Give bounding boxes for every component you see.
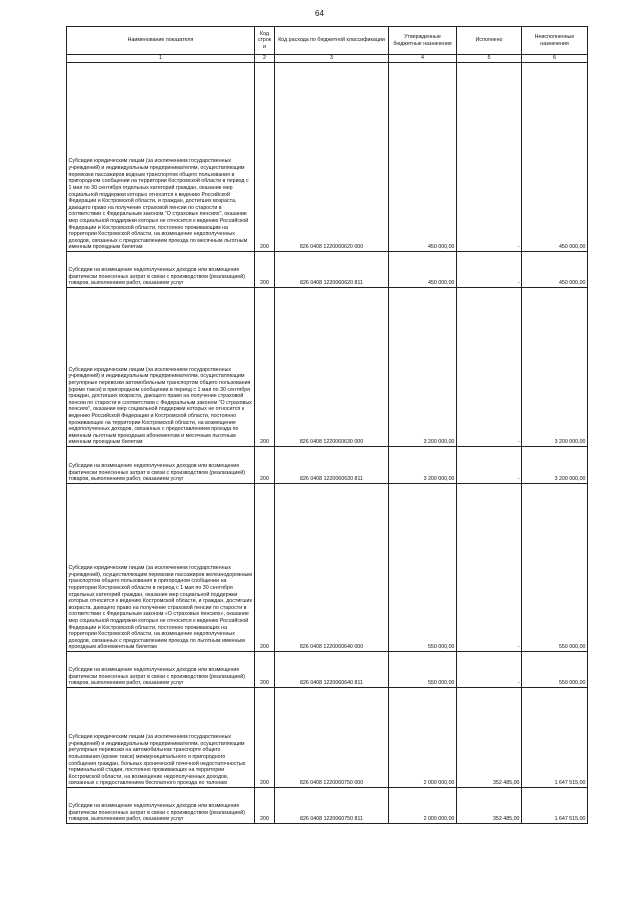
row-unexecuted: 3 200 000,00: [522, 288, 588, 447]
table-row: [67, 447, 588, 484]
header-approved: Утвержденные бюджетные назначения: [389, 27, 457, 55]
row-name: Субсидии юридическим лицам (за исключением государственных учреждений) и индивидуальным предпринимателям, осуществляющим регулярные перевозки на автомобильном транспорте общего пользования (кроме такси) межмуниципального и пригородного сообщения граждан, больных хронической почечной недостаточностью терминальной стадии, постоянно проживающих на территории Костромской области, на возмещение недополученных доходов, связанных с предоставлением бесплатного проезда по талонам: [67, 688, 255, 788]
row-name: Субсидии на возмещение недополученных доходов или возмещение фактически понесенных затрат в связи с производством (реализацией) товаров, выполнением работ, оказанием услуг: [67, 252, 255, 288]
row-name: Субсидии юридическим лицам (за исключением государственных учреждений) и индивидуальным предпринимателям, осуществляющим перевозки пассажиров водным транспортом общего пользования в пригородном сообщении на территории Костромской области в период с 1 мая по 30 сентября отдельных категорий граждан, оказание мер социальной поддержки которых относится к ведению Российской Федерации и Костромской области, и граждан, достигших возраста, дающего право на получение страховой пенсии по старости в соответствии с Федеральным законом "О страховых пенсиях", оказание мер социальной поддержки которых не относится к ведению Российской Федерации и Костромской области, постоянно проживающим на территории Костромской области, на возмещение недополученных доходов, связанных с предоставлением проезда по месячным льготным именным проездным билетам: [67, 63, 255, 252]
row-approved: 2 000 000,00: [389, 688, 457, 788]
page-number: 64: [315, 9, 324, 18]
row-code: 200: [255, 63, 275, 252]
row-approved: 550 000,00: [389, 484, 457, 652]
row-unexecuted: 3 200 000,00: [522, 447, 588, 484]
header-executed: Исполнено: [457, 27, 522, 55]
row-unexecuted: 450 000,00: [522, 252, 588, 288]
row-kbk: 826 0408 1220060620 811: [275, 252, 389, 288]
column-number: 4: [389, 55, 457, 63]
row-approved: 450 000,00: [389, 252, 457, 288]
table-row: [67, 252, 588, 288]
row-executed: -: [457, 288, 522, 447]
table-row: [67, 688, 588, 788]
header-code: Код строк и: [255, 27, 275, 55]
header-name: Наименование показателя: [67, 27, 255, 55]
row-code: 200: [255, 484, 275, 652]
row-name: Субсидии на возмещение недополученных доходов или возмещение фактически понесенных затрат в связи с производством (реализацией) товаров, выполнением работ, оказанием услуг: [67, 447, 255, 484]
row-kbk: 826 0408 1220060640 000: [275, 484, 389, 652]
column-number: 1: [67, 55, 255, 63]
row-kbk: 826 0408 1220060620 000: [275, 63, 389, 252]
row-unexecuted: 550 000,00: [522, 484, 588, 652]
row-kbk: 826 0408 1220060630 000: [275, 288, 389, 447]
column-number: 5: [457, 55, 522, 63]
row-executed: -: [457, 652, 522, 688]
column-number: 2: [255, 55, 275, 63]
row-approved: 550 000,00: [389, 652, 457, 688]
row-kbk: 826 0408 1220060750 000: [275, 688, 389, 788]
row-executed: -: [457, 63, 522, 252]
row-executed: -: [457, 484, 522, 652]
row-kbk: 826 0408 1220060750 811: [275, 788, 389, 824]
row-unexecuted: 1 647 515,00: [522, 788, 588, 824]
row-unexecuted: 450 000,00: [522, 63, 588, 252]
row-unexecuted: 550 000,00: [522, 652, 588, 688]
row-executed: -: [457, 447, 522, 484]
row-name: Субсидии на возмещение недополученных доходов или возмещение фактически понесенных затрат в связи с производством (реализацией) товаров, выполнением работ, оказанием услуг: [67, 652, 255, 688]
header-kbk: Код расхода по бюджетной классификации: [275, 27, 389, 55]
row-name: Субсидии на возмещение недополученных доходов или возмещение фактически понесенных затрат в связи с производством (реализацией) товаров, выполнением работ, оказанием услуг: [67, 788, 255, 824]
table-header-row: [67, 27, 588, 55]
table-row: [67, 63, 588, 252]
row-executed: 352 485,00: [457, 788, 522, 824]
row-approved: 2 000 000,00: [389, 788, 457, 824]
row-code: 200: [255, 688, 275, 788]
header-unexecuted: Неисполненные назначения: [522, 27, 588, 55]
row-code: 200: [255, 652, 275, 688]
row-executed: -: [457, 252, 522, 288]
row-kbk: 826 0408 1220060630 811: [275, 447, 389, 484]
row-code: 200: [255, 447, 275, 484]
budget-execution-table: [66, 26, 588, 824]
table-row: [67, 484, 588, 652]
column-numbers-row: [67, 55, 588, 63]
row-approved: 3 200 000,00: [389, 288, 457, 447]
row-code: 200: [255, 288, 275, 447]
row-code: 200: [255, 252, 275, 288]
row-name: Субсидии юридическим лицам (за исключением государственных учреждений) и индивидуальным предпринимателям, осуществляющим регулярные перевозки автомобильным транспортом общего пользования (кроме такси) в пригородном сообщении в период с 1 мая по 30 сентября граждан, достигших возраста, дающего право на получение страховой пенсии по старости в соответствии с Федеральным законом "О страховых пенсиях", оказание мер социальной поддержки которых не относится к ведению Российской Федерации и Костромской области, постоянно проживающих на территории Костромской области, на возмещение недополученных доходов, связанных с предоставлением проезда по именным льготным проездным абонементам и месячным льготным именным проездным билетам: [67, 288, 255, 447]
row-unexecuted: 1 647 515,00: [522, 688, 588, 788]
column-number: 6: [522, 55, 588, 63]
row-approved: 450 000,00: [389, 63, 457, 252]
row-approved: 3 200 000,00: [389, 447, 457, 484]
table-row: [67, 652, 588, 688]
column-number: 3: [275, 55, 389, 63]
table-row: [67, 788, 588, 824]
row-code: 200: [255, 788, 275, 824]
row-kbk: 826 0408 1220060640 811: [275, 652, 389, 688]
row-name: Субсидии юридическим лицам (за исключением государственных учреждений), осуществляющим перевозки пассажиров железнодорожным транспортом общего пользования в пригородном сообщении на территории Костромской области в период с 1 мая по 30 сентября отдельных категорий граждан, оказание мер социальной поддержки которых относится к ведению Костромской области, и граждан, достигших возраста, дающего право на получение страховой пенсии по старости в соответствии с Федеральным законом «О страховых пенсиях», оказание мер социальной поддержки которых не относится к ведению Российской Федерации и Костромской области, постоянно проживающих на территории Костромской области, на возмещение недополученных доходов, связанных с предоставлением проезда по льготным именным проездным абонементным билетам: [67, 484, 255, 652]
row-executed: 352 485,00: [457, 688, 522, 788]
table-row: [67, 288, 588, 447]
